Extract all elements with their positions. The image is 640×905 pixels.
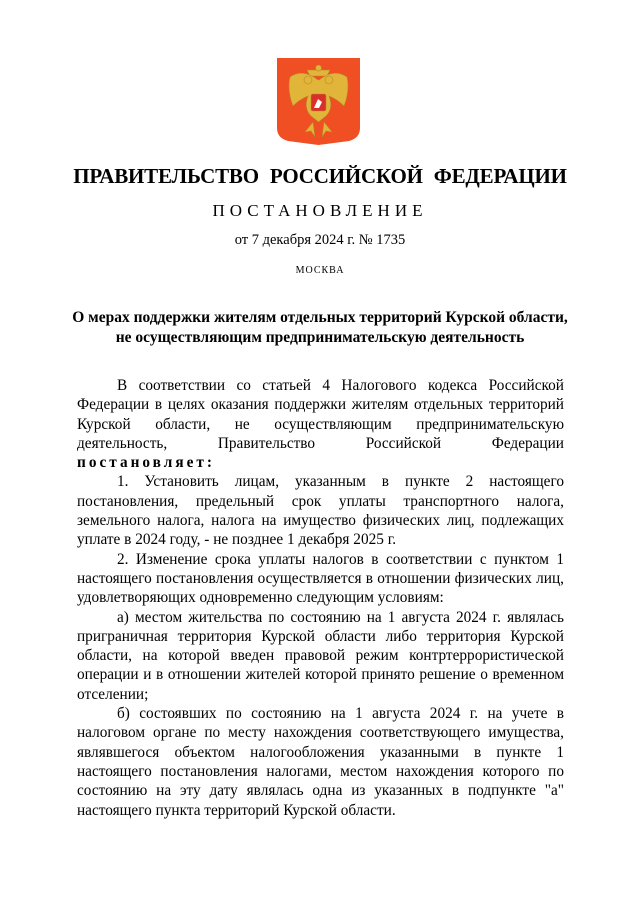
document-date-number: от 7 декабря 2024 г. № 1735 bbox=[234, 232, 406, 248]
subject-line-1: О мерах поддержки жителям отдельных территорий Курской области, bbox=[72, 309, 568, 326]
decree-word: постановляет: bbox=[77, 454, 215, 472]
paragraph-2: 2. Изменение срока уплаты налогов в соответствии с пунктом 1 настоящего постановления осуществляется в отношении физических лиц, удовлетворяющих одновременно следующим условиям: bbox=[77, 550, 564, 607]
paragraph-2a: а) местом жительства по состоянию на 1 августа 2024 г. являлась приграничная территория Курской области либо территория Курской области, на которой введен правовой режим контртеррористической операции и в отношении жителей которой принято решение о временном отселении; bbox=[77, 608, 564, 703]
document-body bbox=[77, 376, 564, 820]
document-city: МОСКВА bbox=[295, 265, 345, 276]
document-subject bbox=[0, 308, 640, 348]
paragraph-2b: б) состоявших по состоянию на 1 августа 2024 г. на учете в налоговом органе по месту нахождения соответствующего имущества, являвшегося объектом налогообложения указанными в пункте 1 настоящего постановления налогами, местом нахождения которого по состоянию на эту дату являлась одна из указанных в подпункте "а" настоящего пункта территорий Курской области. bbox=[77, 705, 564, 819]
preamble-paragraph bbox=[77, 376, 564, 472]
government-title: ПРАВИТЕЛЬСТВО РОССИЙСКОЙ ФЕДЕРАЦИИ bbox=[73, 164, 567, 188]
coat-of-arms-emblem bbox=[277, 58, 360, 145]
document-type: ПОСТАНОВЛЕНИЕ bbox=[212, 201, 428, 220]
preamble-text: В соответствии со статьей 4 Налогового кодекса Российской Федерации в целях оказания поддержки жителям отдельных территорий Курской области, не осуществляющим предпринимательскую деятельность, Правительство Российской Федерации bbox=[77, 377, 564, 452]
paragraph-1: 1. Установить лицам, указанным в пункте 2 настоящего постановления, предельный срок уплаты транспортного налога, земельного налога, налога на имущество физических лиц, подлежащих уплате в 2024 году, - не позднее 1 декабря 2025 г. bbox=[77, 473, 564, 549]
subject-line-2: не осуществляющим предпринимательскую деятельность bbox=[115, 329, 525, 346]
